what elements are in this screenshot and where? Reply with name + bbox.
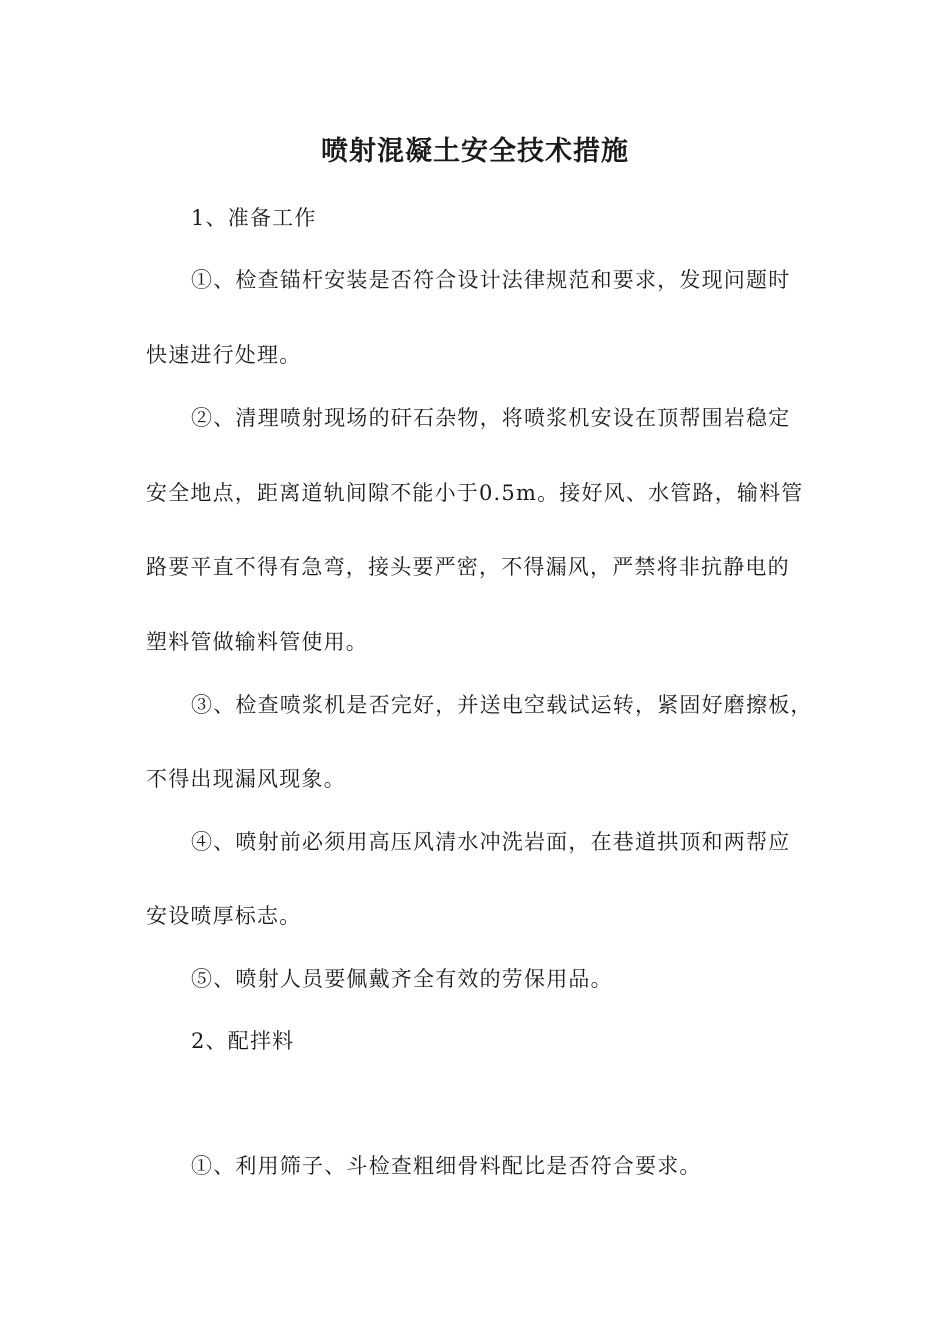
paragraph-line: 不得出现漏风现象。 — [146, 767, 346, 791]
paragraph-line: 塑料管做输料管使用。 — [146, 630, 368, 654]
paragraph-line: ⑤、喷射人员要佩戴齐全有效的劳保用品。 — [191, 967, 613, 991]
paragraph-line: 路要平直不得有急弯，接头要严密，不得漏风，严禁将非抗静电的 — [146, 555, 790, 579]
section-heading-preparation: 1、准备工作 — [191, 206, 317, 230]
paragraph-line: ①、利用筛子、斗检查粗细骨料配比是否符合要求。 — [191, 1154, 702, 1178]
paragraph-line: 安设喷厚标志。 — [146, 904, 302, 928]
paragraph-line: ①、检查锚杆安装是否符合设计法律规范和要求，发现问题时 — [191, 268, 791, 292]
paragraph-line: 快速进行处理。 — [146, 343, 302, 367]
paragraph-line: 安全地点，距离道轨间隙不能小于0.5m。接好风、水管路，输料管 — [146, 481, 804, 505]
document-title: 喷射混凝土安全技术措施 — [321, 136, 629, 167]
section-heading-mixing: 2、配拌料 — [191, 1029, 295, 1053]
paragraph-line: ④、喷射前必须用高压风清水冲洗岩面，在巷道拱顶和两帮应 — [191, 830, 791, 854]
paragraph-line: ③、检查喷浆机是否完好，并送电空载试运转，紧固好磨擦板， — [191, 693, 813, 717]
paragraph-line: ②、清理喷射现场的矸石杂物，将喷浆机安设在顶帮围岩稳定 — [191, 406, 791, 430]
